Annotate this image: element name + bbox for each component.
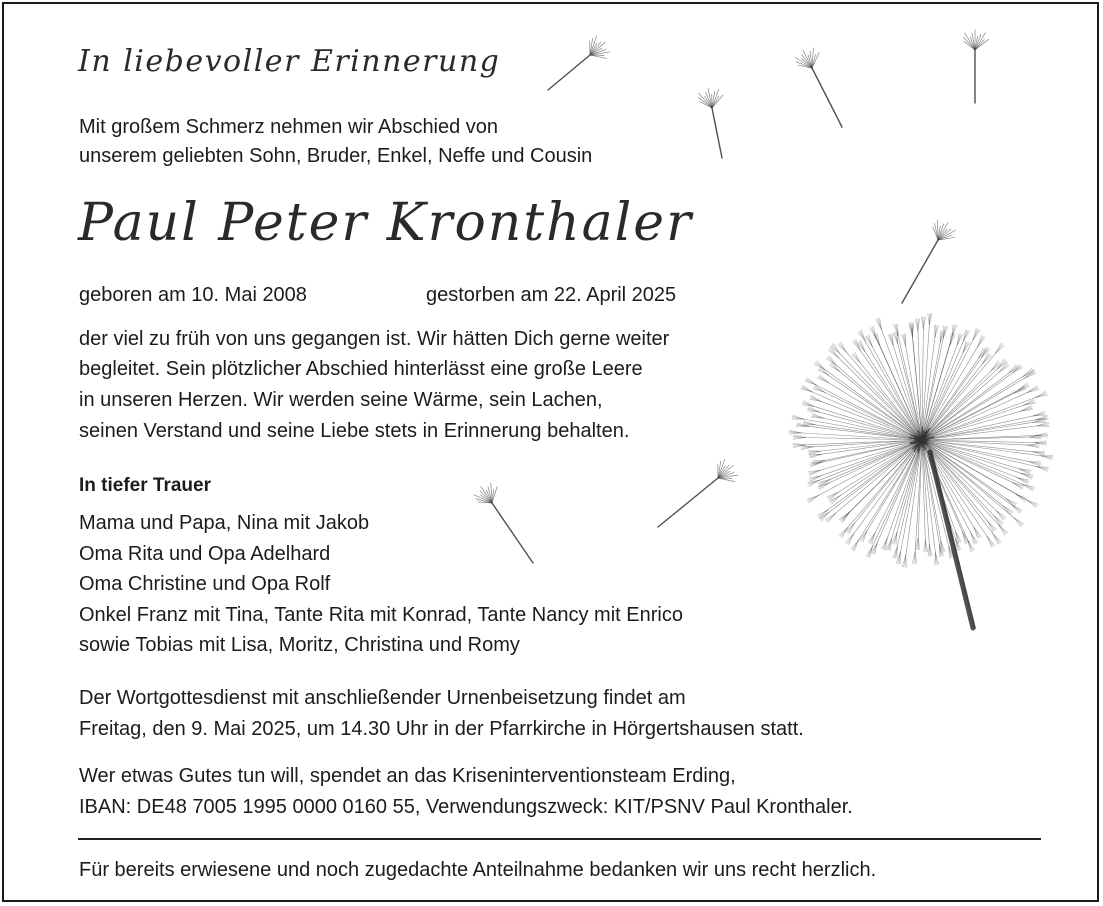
mourner-line-4: Onkel Franz mit Tina, Tante Rita mit Konrad, Tante Nancy mit Enrico (79, 604, 683, 626)
mourner-line-1: Mama und Papa, Nina mit Jakob (79, 512, 370, 534)
dandelion-seed (474, 483, 533, 563)
tribute-line-1: der viel zu früh von uns gegangen ist. Wir hätten Dich gerne weiter (79, 328, 670, 350)
mourner-line-2: Oma Rita und Opa Adelhard (79, 543, 331, 565)
tribute-line-3: in unseren Herzen. Wir werden seine Wärme, sein Lachen, (79, 389, 603, 411)
tribute-line-4: seinen Verstand und seine Liebe stets in Erinnerung behalten. (79, 420, 630, 442)
service-line-1: Der Wortgottesdienst mit anschließender Urnenbeisetzung findet am (79, 687, 686, 709)
mourner-line-5: sowie Tobias mit Lisa, Moritz, Christina und Romy (79, 634, 520, 656)
dandelion-seed (699, 88, 723, 158)
tribute-line-2: begleitet. Sein plötzlicher Abschied hinterlässt eine große Leere (79, 358, 643, 380)
donation-line-2: IBAN: DE48 7005 1995 0000 0160 55, Verwendungszweck: KIT/PSNV Paul Kronthaler. (79, 796, 853, 818)
announcement-line-1: Mit großem Schmerz nehmen wir Abschied von (79, 116, 499, 138)
dandelion-seed (548, 36, 610, 90)
mourner-line-3: Oma Christine und Opa Rolf (79, 573, 331, 595)
death-date: gestorben am 22. April 2025 (426, 284, 677, 306)
dandelion-head (789, 313, 1053, 567)
dandelion-seed (964, 30, 989, 103)
dandelion-seed (795, 48, 842, 127)
birth-date: geboren am 10. Mai 2008 (79, 284, 307, 306)
dandelion-seed (902, 220, 955, 303)
dandelion-stem (930, 452, 975, 628)
service-line-2: Freitag, den 9. Mai 2025, um 14.30 Uhr in der Pfarrkirche in Hörgertshausen statt. (79, 718, 804, 740)
donation-line-1: Wer etwas Gutes tun will, spendet an das Kriseninterventionsteam Erding, (79, 765, 736, 787)
footer-thanks: Für bereits erwiesene und noch zugedachte Anteilnahme bedanken wir uns recht herzlich. (79, 859, 877, 881)
dandelion-seed (658, 459, 738, 527)
deceased-name: Paul Peter Kronthaler (78, 193, 693, 253)
mourners-heading: In tiefer Trauer (79, 475, 211, 496)
intro-heading: In liebevoller Erinnerung (78, 44, 501, 79)
announcement-line-2: unserem geliebten Sohn, Bruder, Enkel, Neffe und Cousin (79, 145, 593, 167)
